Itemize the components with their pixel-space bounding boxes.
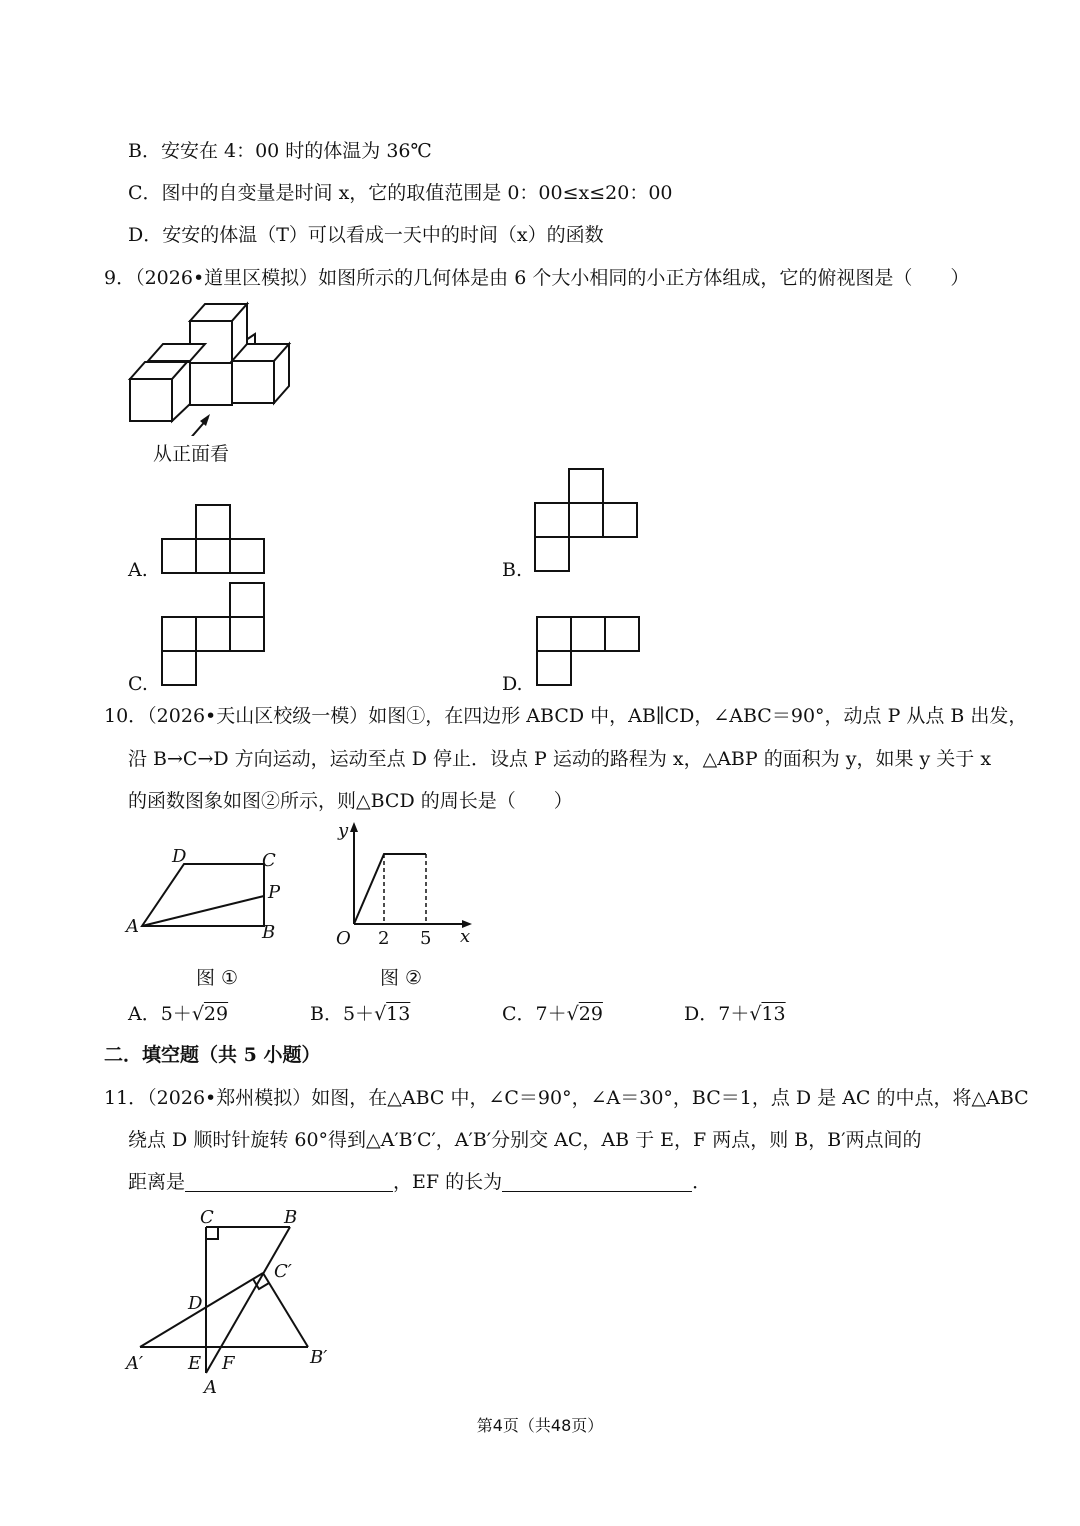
q10-line-3: 的函数图象如图②所示，则△BCD 的周长是（ ） <box>128 790 573 812</box>
q8-option-d: D．安安的体温（T）可以看成一天中的时间（x）的函数 <box>128 224 604 246</box>
q9-option-a-label: A. <box>128 559 148 581</box>
q9-option-c-figure <box>160 581 270 691</box>
q11-label-d: D <box>188 1293 203 1314</box>
q11-line-1: 11．（2026•郑州模拟）如图，在△ABC 中，∠C＝90°，∠A＝30°，BC＝1，点 D 是 AC 的中点，将△ABC <box>104 1087 1029 1109</box>
q10-fig1-label-a: A <box>126 916 139 937</box>
q10-line-2: 沿 B→C→D 方向运动，运动至点 D 停止．设点 P 运动的路程为 x，△ABP 的面积为 y，如果 y 关于 x <box>128 748 992 770</box>
q10-fig1-label-c: C <box>262 850 276 871</box>
q11-line-2: 绕点 D 顺时针旋转 60°得到△A′B′C′，A′B′分别交 AC，AB 于 E，F 两点，则 B，B′两点间的 <box>128 1129 922 1151</box>
q10-fig2-tick-5: 5 <box>420 928 432 948</box>
q10-figure-1-caption: 图 ① <box>196 967 239 989</box>
q9-stem: 9．（2026•道里区模拟）如图所示的几何体是由 6 个大小相同的小正方体组成，它的俯视图是（ ） <box>104 267 970 289</box>
q10-figure-2 <box>326 818 476 948</box>
q10-line-1: 10．（2026•天山区校级一模）如图①，在四边形 ABCD 中，AB∥CD，∠ABC＝90°，动点 P 从点 B 出发， <box>104 705 1028 727</box>
q10-fig1-label-b: B <box>262 922 276 943</box>
q10-option-d: D．7＋√13 <box>684 1003 786 1025</box>
q11-line-3: 距离是 ，EF 的长为 ． <box>128 1171 712 1193</box>
q11-label-b-prime: B′ <box>310 1347 328 1368</box>
q11-label-a-prime: A′ <box>126 1353 144 1374</box>
q11-figure <box>120 1205 350 1400</box>
q10-fig1-label-p: P <box>268 882 281 903</box>
q9-option-a-figure <box>160 503 270 577</box>
q9-solid-figure <box>120 296 310 436</box>
q10-option-b: B．5＋√13 <box>310 1003 411 1025</box>
q9-option-c-label: C. <box>128 673 148 695</box>
page-footer: 第4页（共48页） <box>476 1416 604 1435</box>
q11-label-c-prime: C′ <box>274 1261 292 1282</box>
q11-answer-blank-1[interactable] <box>185 1171 393 1192</box>
q10-fig2-label-o: O <box>336 928 351 948</box>
q10-fig2-tick-2: 2 <box>378 928 390 948</box>
q10-option-a: A．5＋√29 <box>128 1003 229 1025</box>
q9-option-d-figure <box>535 615 645 691</box>
q10-fig1-label-d: D <box>172 846 187 867</box>
q11-answer-blank-2[interactable] <box>502 1171 692 1192</box>
q9-option-d-label: D. <box>502 673 523 695</box>
q10-figure-1 <box>120 840 300 950</box>
q8-option-b: B．安安在 4：00 时的体温为 36℃ <box>128 140 432 162</box>
q11-label-f: F <box>222 1353 235 1374</box>
q10-figure-2-caption: 图 ② <box>380 967 423 989</box>
q9-option-b-figure <box>533 467 643 577</box>
q10-option-c: C．7＋√29 <box>502 1003 603 1025</box>
q10-fig2-label-x: x <box>460 926 471 947</box>
q11-label-a: A <box>204 1377 217 1398</box>
q9-figure-caption: 从正面看 <box>153 443 230 465</box>
q9-option-b-label: B. <box>502 559 523 581</box>
section-2-heading: 二．填空题（共 5 小题） <box>104 1044 321 1066</box>
q11-label-c: C <box>200 1207 214 1228</box>
q11-label-b: B <box>284 1207 298 1228</box>
q10-fig2-label-y: y <box>338 820 349 841</box>
q8-option-c: C．图中的自变量是时间 x，它的取值范围是 0：00≤x≤20：00 <box>128 182 673 204</box>
q11-label-e: E <box>188 1353 202 1374</box>
